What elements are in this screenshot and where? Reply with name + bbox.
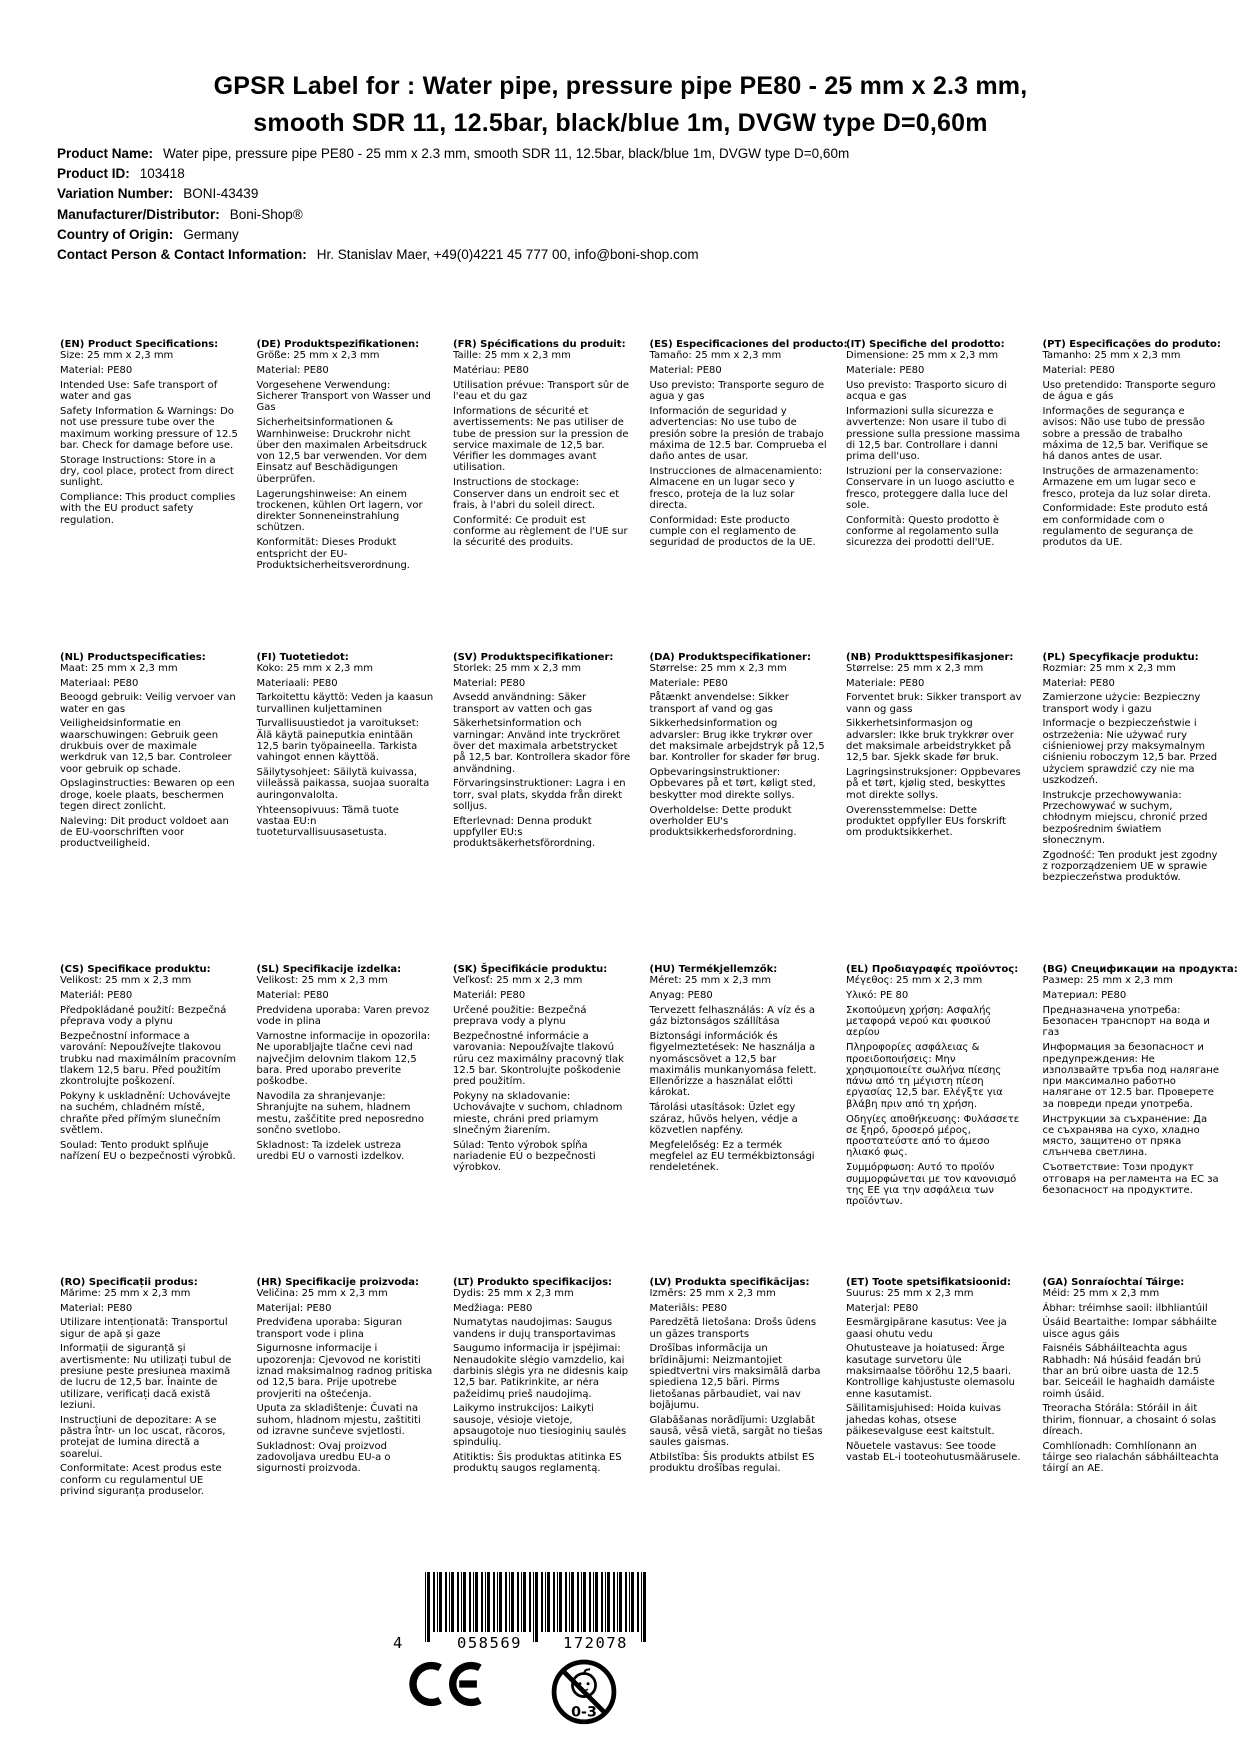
spec-paragraph: Predvidena uporaba: Varen prevoz vode in plina (256, 1004, 430, 1028)
barcode-bar (425, 1572, 426, 1642)
spec-paragraph: Размер: 25 mm x 2,3 mm (1042, 975, 1173, 987)
spec-paragraph: Conformità: Questo prodotto è conforme al regolamento sulla sicurezza dei prodotti dell'UE. (846, 514, 1000, 549)
barcode-bar (509, 1572, 510, 1632)
spec-paragraph: Materijal: PE80 (256, 1302, 332, 1314)
spec-paragraph: Atbilstība: Šis produkts atbilst ES produktu drošības regulai. (649, 1452, 815, 1475)
spec-paragraph: Storage Instructions: Store in a dry, cool place, protect from direct sunlight. (60, 454, 234, 489)
spec-paragraph: Comhlíonadh: Comhlíonann an táirge seo rialachán sábháilteachta táirgí an AE. (1042, 1440, 1219, 1475)
spec-paragraph: Conformité: Ce produit est conforme au règlement de l'UE sur la sécurité des produits. (453, 514, 628, 549)
spec-paragraph: Informații de siguranță și avertismente: Nu utilizați tubul de presiune peste presiunea maximă de lucru de 12,5 bar. Înainte de utilizare, verificați dacă există leziuni. (60, 1343, 232, 1411)
spec-block-title: (LT) Produkto specifikacijos: (453, 1276, 613, 1288)
spec-block-title: (RO) Specificații produs: (60, 1276, 198, 1288)
barcode-bar (541, 1572, 543, 1632)
spec-block-title: (DA) Produktspecifikationer: (649, 651, 811, 663)
spec-paragraph: Medžiaga: PE80 (453, 1302, 533, 1314)
barcode-bar (505, 1572, 507, 1632)
spec-block-es (649, 339, 848, 552)
barcode-bar (581, 1572, 582, 1632)
barcode-bar (451, 1572, 454, 1632)
barcode-bar (577, 1572, 579, 1632)
spec-block-title: (SL) Specifikacije izdelka: (256, 964, 402, 975)
spec-paragraph: Turvallisuustiedot ja varoitukset: Älä käytä paineputkia enintään 12,5 barin työpaineella. Tarkista vahingot ennen käyttöä. (256, 718, 420, 764)
spec-block-lt (453, 1277, 631, 1479)
spec-paragraph: Conformidade: Este produto está em conformidade com o regulamento de segurança de produtos da UE. (1042, 503, 1209, 549)
spec-paragraph: Laikymo instrukcijos: Laikyti sausoje, vėsioje vietoje, apsaugotoje nuo tiesioginių saulės spindulių. (453, 1403, 627, 1449)
barcode-bar (617, 1572, 618, 1632)
spec-paragraph: Skladnost: Ta izdelek ustreza uredbi EU o varnosti izdelkov. (256, 1139, 405, 1162)
barcode-bar (619, 1572, 622, 1632)
barcode-bar (463, 1572, 466, 1632)
spec-paragraph: Materjal: PE80 (846, 1302, 919, 1314)
barcode-bar (433, 1572, 435, 1632)
spec-block-sl (257, 964, 435, 1166)
spec-block-title: (GA) Sonraíochtaí Táirge: (1042, 1276, 1185, 1288)
barcode-bar (517, 1572, 519, 1632)
spec-block-title: (NL) Productspecificaties: (60, 651, 206, 663)
spec-paragraph: Dimensione: 25 mm x 2,3 mm (846, 350, 999, 362)
spec-paragraph: Materiāls: PE80 (649, 1302, 727, 1314)
barcode-bar (457, 1572, 459, 1632)
spec-paragraph: Lagerungshinweise: An einem trockenen, kühlen Ort lagern, vor direkter Sonneneinstrahlung schützen. (256, 488, 423, 534)
spec-paragraph: Materiaal: PE80 (60, 677, 139, 689)
spec-block-de (257, 339, 435, 575)
spec-paragraph: Påtænkt anvendelse: Sikker transport af vand og gas (649, 692, 789, 715)
spec-block-title: (LV) Produkta specifikācijas: (649, 1276, 810, 1288)
spec-paragraph: Материал: PE80 (1042, 990, 1127, 1002)
spec-block-nb (846, 652, 1024, 842)
spec-paragraph: Υλικό: PE 80 (846, 990, 909, 1002)
spec-paragraph: Safety Information & Warnings: Do not use pressure tube over the maximum working pressure of 12.5 bar. Check for damage before use. (60, 405, 238, 451)
spec-paragraph: Maat: 25 mm x 2,3 mm (60, 662, 178, 674)
barcode-bar (469, 1572, 471, 1632)
spec-block-lv (650, 1277, 828, 1479)
spec-block-title: (HU) Termékjellemzők: (649, 964, 778, 975)
spec-paragraph: Zgodność: Ten produkt jest zgodny z rozporządzeniem UE w sprawie bezpieczeństwa produktów. (1042, 849, 1218, 884)
barcode-bar (533, 1572, 534, 1642)
product-info-label: Country of Origin: (57, 226, 174, 242)
barcode-bar (589, 1572, 591, 1632)
barcode-bar (607, 1572, 610, 1632)
barcode-bar (523, 1572, 526, 1632)
spec-paragraph: Οδηγίες αποθήκευσης: Φυλάσσετε σε ξηρό, δροσερό μέρος, προστατεύστε από το άμεσο ηλιακό φως. (846, 1113, 1020, 1159)
barcode-bar (583, 1572, 586, 1632)
spec-paragraph: Paredzētā lietošana: Drošs ūdens un gāzes transports (649, 1317, 817, 1340)
spec-block-fi (257, 652, 435, 842)
ean-barcode (393, 1572, 673, 1662)
spec-paragraph: Tamaño: 25 mm x 2,3 mm (649, 350, 782, 362)
barcode-bar (643, 1572, 646, 1642)
spec-paragraph: Información de seguridad y advertencias: No use tubo de presión sobre la presión de trabajo máxima de 12.5 bar. Comprueba el daño antes de usar. (649, 405, 827, 463)
spec-paragraph: Zamierzone użycie: Bezpieczny transport wody i gazu (1042, 692, 1201, 715)
spec-paragraph: Sukladnost: Ovaj proizvod zadovoljava uredbu EU-a o sigurnosti proizvoda. (256, 1440, 391, 1475)
barcode-bar (565, 1572, 567, 1632)
spec-paragraph: Πληροφορίες ασφάλειας & προειδοποιήσεις: Μην χρησιμοποιείτε σωλήνα πίεσης πάνω από τη μέγιστη πίεση εργασίας 12,5 bar. Ελέγξτε για βλάβη πριν από τη χρήση. (846, 1042, 1003, 1110)
spec-block-sv (453, 652, 631, 854)
barcode-bar (481, 1572, 483, 1632)
spec-paragraph: Conformidad: Este producto cumple con el reglamento de seguridad de productos de la UE. (649, 514, 816, 549)
barcode-digits-right: 172078 (563, 1634, 628, 1652)
spec-paragraph: Méid: 25 mm x 2,3 mm (1042, 1287, 1160, 1299)
barcode-bar (631, 1572, 634, 1632)
baby-eye-right (587, 1682, 590, 1685)
spec-block-cs (60, 964, 238, 1166)
spec-block-ro (60, 1277, 238, 1501)
product-info-row-0 (57, 144, 849, 164)
spec-paragraph: Dydis: 25 mm x 2,3 mm (453, 1287, 574, 1299)
barcode-bar (545, 1572, 546, 1632)
spec-paragraph: Informações de segurança e avisos: Não use tubo de pressão sobre a pressão de trabalho máxima de 12,5 bar. Verifique se há danos antes de usar. (1042, 405, 1209, 463)
spec-paragraph: Instrucțiuni de depozitare: A se păstra într- un loc uscat, răcoros, protejat de lumina directă a soarelui. (60, 1414, 226, 1460)
product-info-value: Germany (183, 226, 239, 242)
spec-paragraph: Bezpečnostní informace a varování: Nepoužívejte tlakovou trubku nad maximálním pracovním tlakem 12,5 baru. Před použitím zkontrolujte poškození. (60, 1030, 236, 1088)
spec-paragraph: Súlad: Tento výrobok spĺňa nariadenie EÚ o bezpečnosti výrobkov. (453, 1139, 596, 1174)
spec-paragraph: Intended Use: Safe transport of water and gas (60, 379, 218, 403)
spec-paragraph: Anyag: PE80 (649, 990, 713, 1002)
spec-paragraph: Uso previsto: Transporte seguro de agua y gas (649, 379, 825, 403)
spec-paragraph: Material: PE80 (256, 990, 329, 1002)
spec-paragraph: Soulad: Tento produkt splňuje nařízení EU o bezpečnosti výrobků. (60, 1139, 236, 1162)
spec-paragraph: Pokyny k uskladnění: Uchovávejte na suchém, chladném místě, chraňte před přímým slunečním světlem. (60, 1090, 231, 1136)
spec-paragraph: Storlek: 25 mm x 2,3 mm (453, 662, 581, 674)
product-info-row-1 (57, 164, 849, 184)
barcode-bar (485, 1572, 486, 1632)
spec-paragraph: Sicherheitsinformationen & Warnhinweise: Druckrohr nicht über den maximalen Arbeitsdruck von 12,5 bar verwenden. Vor dem Einsatz auf Beschädigungen überprüfen. (256, 417, 428, 485)
spec-paragraph: Beoogd gebruik: Veilig vervoer van water en gas (60, 692, 236, 715)
spec-paragraph: Velikost: 25 mm x 2,3 mm (60, 975, 192, 987)
product-info-label: Manufacturer/Distributor: (57, 206, 220, 222)
product-info-value: BONI-43439 (183, 186, 259, 202)
spec-block-title: (BG) Спецификации на продукта: (1042, 964, 1238, 975)
spec-paragraph: Předpokládané použití: Bezpečná přeprava vody a plynu (60, 1004, 227, 1028)
spec-paragraph: Naleving: Dit product voldoet aan de EU-voorschriften voor productveiligheid. (60, 815, 229, 850)
spec-paragraph: Предназначена употреба: Безопасен транспорт на вода и газ (1042, 1004, 1210, 1039)
barcode-bar (637, 1572, 639, 1632)
spec-block-title: (PL) Specyfikacje produktu: (1042, 651, 1199, 663)
barcode-bar (547, 1572, 550, 1632)
spec-paragraph: Utilizare intenționată: Transportul sigur de apă și gaze (60, 1317, 228, 1340)
product-info-row-3 (57, 205, 849, 225)
spec-paragraph: Størrelse: 25 mm x 2,3 mm (846, 662, 984, 674)
spec-paragraph: Instruções de armazenamento: Armazene em um lugar seco e fresco, proteja da luz solar direta. (1042, 465, 1211, 500)
barcode-digit-prefix: 4 (393, 1634, 404, 1652)
spec-block-title: (FR) Spécifications du produit: (453, 339, 626, 350)
spec-block-title: (DE) Produktspezifikationen: (256, 339, 420, 350)
spec-paragraph: Méret: 25 mm x 2,3 mm (649, 975, 772, 987)
spec-block-title: (IT) Specifiche del prodotto: (846, 339, 1005, 350)
spec-paragraph: Инструкции за съхранение: Да се съхранява на сухо, хладно място, защитено от пряка слънчева светлина. (1042, 1113, 1208, 1159)
spec-paragraph: Tárolási utasítások: Üzlet egy száraz, hűvös helyen, védje a közvetlen napfény. (649, 1102, 798, 1136)
spec-paragraph: Glabāšanas norādījumi: Uzglabāt sausā, vēsā vietā, sargāt no tiešas saules gaismas. (649, 1414, 823, 1449)
spec-paragraph: Megfelelőség: Ez a termék megfelel az EU termékbiztonsági rendeletének. (649, 1139, 815, 1174)
barcode-bar (445, 1572, 447, 1632)
spec-paragraph: Opslaginstructies: Bewaren op een droge, koele plaats, beschermen tegen direct zonlicht. (60, 778, 235, 813)
product-info-value: Boni-Shop® (229, 206, 303, 222)
spec-paragraph: Overensstemmelse: Dette produktet oppfyller EUs forskrift om produktsikkerhet. (846, 804, 1007, 839)
barcode-bar (529, 1572, 531, 1632)
spec-paragraph: Συμμόρφωση: Αυτό το προϊόν συμμορφώνεται με τον κανονισμό της ΕΕ για την ασφάλεια των προϊόντων. (846, 1162, 1017, 1208)
spec-paragraph: Matériau: PE80 (453, 365, 529, 377)
product-info-value: 103418 (139, 166, 185, 182)
barcode-bar (557, 1572, 558, 1632)
spec-paragraph: Materiál: PE80 (453, 990, 526, 1002)
barcode-bar (437, 1572, 438, 1632)
spec-paragraph: Compliance: This product complies with the EU product safety regulation. (60, 492, 236, 526)
spec-paragraph: Utilisation prévue: Transport sûr de l'eau et du gaz (453, 379, 630, 403)
barcode-bar (593, 1572, 594, 1632)
spec-block-et (846, 1277, 1024, 1467)
spec-paragraph: Materiál: PE80 (60, 990, 133, 1002)
spec-block-title: (EN) Product Specifications: (60, 339, 219, 350)
spec-paragraph: Veľkosť: 25 mm x 2,3 mm (453, 975, 583, 987)
product-info-label: Product Name: (57, 146, 154, 161)
spec-paragraph: Ábhar: tréimhse saoil: ilbhliantúil (1042, 1302, 1208, 1314)
spec-block-el (846, 964, 1024, 1211)
spec-paragraph: Opbevaringsinstruktioner: Opbevares på et tørt, køligt sted, beskytter mod direkte sollys. (649, 767, 816, 801)
spec-paragraph: Material: PE80 (60, 1302, 133, 1314)
spec-block-title: (ES) Especificaciones del producto: (649, 339, 848, 350)
spec-paragraph: Predviđena uporaba: Siguran transport vode i plina (256, 1317, 403, 1340)
spec-paragraph: Bezpečnostné informácie a varovania: Nepoužívajte tlakovú rúru cez maximálny pracovný tlak 12.5 bar. Skontrolujte poškodenie pred použitím. (453, 1030, 624, 1088)
spec-paragraph: Suurus: 25 mm x 2,3 mm (846, 1287, 974, 1299)
barcode-bar (595, 1572, 598, 1632)
page-title-line-2: smooth SDR 11, 12.5bar, black/blue 1m, DVGW type D=0,60m (253, 109, 988, 137)
spec-block-en (60, 339, 238, 529)
barcode-bar (571, 1572, 574, 1632)
page-title-line-1: GPSR Label for : Water pipe, pressure pipe PE80 - 25 mm x 2.3 mm, (213, 72, 1028, 100)
spec-paragraph: Treoracha Stórála: Stóráil in áit thirim, fionnuar, a chosaint ó solas díreach. (1042, 1403, 1217, 1438)
spec-paragraph: Tamanho: 25 mm x 2,3 mm (1042, 350, 1181, 362)
barcode-bar (487, 1572, 490, 1632)
barcode-bar (475, 1572, 478, 1632)
spec-paragraph: Vorgesehene Verwendung: Sicherer Transport von Wasser und Gas (256, 379, 431, 414)
spec-paragraph: Tervezett felhasználás: A víz és a gáz biztonságos szállítása (649, 1004, 815, 1028)
barcode-bar (499, 1572, 502, 1632)
spec-block-fr (453, 339, 631, 552)
spec-paragraph: Velikost: 25 mm x 2,3 mm (256, 975, 388, 987)
spec-paragraph: Varnostne informacije in opozorila: Ne uporabljajte tlačne cevi nad največjim delovnim tlakom 12,5 bara. Pred uporabo preverite poškodbe. (256, 1030, 431, 1088)
spec-paragraph: Informazioni sulla sicurezza e avvertenze: Non usare il tubo di pressione sulla pressione massima di 12,5 bar. Controllare i danni prima dell'uso. (846, 405, 1021, 463)
spec-block-bg (1042, 964, 1238, 1200)
spec-paragraph: Informacje o bezpieczeństwie i ostrzeżenia: Nie używać rury ciśnieniowej przy maksymalnym ciśnieniu roboczym 12,5 bar. Przed użyciem sprawdzić czy nie ma uszkodzeń. (1042, 718, 1218, 786)
spec-paragraph: Drošības informācija un brīdinājumi: Neizmantojiet spiedtvertni virs maksimālā darba spiediena 12,5 bāri. Pirms lietošanas pārbaudiet, vai nav bojājumu. (649, 1343, 821, 1411)
spec-paragraph: Информация за безопасност и предупреждения: Не използвайте тръба под налягане при максимално работно налягане от 12.5 bar. Проверете за повреди преди употреба. (1042, 1042, 1219, 1110)
spec-block-title: (FI) Tuotetiedot: (256, 651, 349, 663)
spec-block-title: (HR) Specifikacije proizvoda: (256, 1276, 420, 1288)
spec-paragraph: Sigurnosne informacije i upozorenja: Cjevovod ne koristiti iznad maksimalnog radnog pritiska od 12,5 bara. Prije upotrebe provjeriti na oštećenja. (256, 1343, 433, 1400)
spec-paragraph: Størrelse: 25 mm x 2,3 mm (649, 662, 787, 674)
spec-block-it (846, 339, 1024, 552)
spec-paragraph: Overholdelse: Dette produkt overholder EU's produktsikkerhedsforordning. (649, 804, 797, 839)
spec-paragraph: Taille: 25 mm x 2,3 mm (453, 350, 571, 362)
spec-paragraph: Tarkoitettu käyttö: Veden ja kaasun turvallinen kuljettaminen (256, 692, 434, 715)
barcode-bar (473, 1572, 474, 1632)
spec-paragraph: Material: PE80 (256, 365, 329, 377)
product-info (57, 144, 849, 265)
spec-paragraph: Säilitamisjuhised: Hoida kuivas jahedas kohas, otsese päikesevalguse eest kaitstult. (846, 1403, 1002, 1438)
spec-paragraph: Veiligheidsinformatie en waarschuwingen: Gebruik geen drukbuis over de maximale werkdruk van 12,5 bar. Controleer voor gebruik op schade. (60, 718, 232, 775)
barcode-bar (569, 1572, 570, 1632)
spec-paragraph: Съответствие: Този продукт отговаря на регламента на ЕС за безопасност на продуктите. (1042, 1162, 1219, 1196)
ce-mark-icon (407, 1660, 485, 1708)
spec-paragraph: Μέγεθος: 25 mm x 2,3 mm (846, 975, 983, 987)
barcode-bar (613, 1572, 615, 1632)
barcode-bar (559, 1572, 562, 1632)
spec-paragraph: Conformitate: Acest produs este conform cu regulamentul UE privind siguranța produselor. (60, 1463, 222, 1498)
spec-paragraph: Eesmärgipärane kasutus: Vee ja gaasi ohutu vedu (846, 1317, 1007, 1340)
spec-paragraph: Säkerhetsinformation och varningar: Använd inte tryckröret över det maximala arbetstrycket på 12,5 bar. Kontrollera skador före användning. (453, 718, 631, 775)
spec-block-title: (ET) Toote spetsifikatsioonid: (846, 1276, 1012, 1288)
barcode-bar (553, 1572, 555, 1632)
spec-paragraph: Forventet bruk: Sikker transport av vann og gass (846, 692, 1022, 715)
spec-block-pt (1043, 339, 1221, 552)
spec-block-title: (SK) Špecifikácie produktu: (453, 964, 608, 975)
spec-paragraph: Určené použitie: Bezpečná preprava vody a plynu (453, 1004, 587, 1028)
spec-paragraph: Navodila za shranjevanje: Shranjujte na suhem, hladnem mestu, zaščitite pred neposredno sončno svetlobo. (256, 1090, 424, 1136)
spec-block-hu (650, 964, 828, 1177)
spec-paragraph: Istruzioni per la conservazione: Conservare in un luogo asciutto e fresco, proteggere dalla luce del sole. (846, 465, 1015, 511)
spec-paragraph: Materiale: PE80 (846, 365, 925, 377)
spec-paragraph: Biztonsági információk és figyelmeztetések: Ne használja a nyomáscsövet a 12,5 bar maximális munkanyomása felett. Ellenőrizze a használat előtti károkat. (649, 1030, 817, 1099)
barcode-digits-left: 058569 (457, 1634, 522, 1652)
spec-paragraph: Sikkerhedsinformation og advarsler: Brug ikke trykrør over det maksimale arbejdstryk på 12,5 bar. Kontroller for skader før brug. (649, 718, 825, 764)
spec-paragraph: Izmērs: 25 mm x 2,3 mm (649, 1287, 776, 1299)
barcode-bar (493, 1572, 495, 1632)
spec-block-title: (SV) Produktspecifikationer: (453, 651, 614, 663)
page-title (0, 68, 1241, 142)
barcode-bar (629, 1572, 630, 1632)
spec-paragraph: Materiaali: PE80 (256, 677, 338, 689)
spec-paragraph: Efterlevnad: Denna produkt uppfyller EU:s produktsäkerhetsförordning. (453, 815, 596, 850)
spec-paragraph: Yhteensopivuus: Tämä tuote vastaa EU:n tuoteturvallisuusasetusta. (256, 804, 399, 839)
spec-paragraph: Atitiktis: Šis produktas atitinka ES produktų saugos reglamentą. (453, 1452, 622, 1475)
age-warning-label: 0-3 (571, 1704, 597, 1721)
spec-paragraph: Förvaringsinstruktioner: Lagra i en torr, sval plats, skydda från direkt solljus. (453, 778, 626, 813)
spec-paragraph: Lagringsinstruksjoner: Oppbevares på et tørt, kjølig sted, beskyttes mot direkte sollys. (846, 767, 1021, 801)
barcode-bar (497, 1572, 498, 1632)
spec-paragraph: Instrucciones de almacenamiento: Almacene en un lugar seco y fresco, proteja de la luz solar directa. (649, 465, 823, 511)
spec-paragraph: Material: PE80 (60, 365, 133, 377)
spec-paragraph: Instructions de stockage: Conserver dans un endroit sec et frais, à l'abri du soleil direct. (453, 477, 620, 511)
product-info-row-4 (57, 225, 849, 245)
spec-paragraph: Säilytysohjeet: Säilytä kuivassa, viileässä paikassa, suojaa suoralta auringonvalolta. (256, 767, 430, 801)
barcode-bar (461, 1572, 462, 1632)
spec-paragraph: Uso pretendido: Transporte seguro de água e gás (1042, 379, 1216, 403)
barcode-bar (521, 1572, 522, 1632)
ce-letter-c (413, 1666, 440, 1703)
spec-paragraph: Rozmiar: 25 mm x 2,3 mm (1042, 662, 1176, 674)
barcode-bar (511, 1572, 514, 1632)
barcode-bar (535, 1572, 538, 1642)
product-info-label: Variation Number: (57, 186, 174, 202)
spec-paragraph: Mărime: 25 mm x 2,3 mm (60, 1287, 191, 1299)
barcode-bar (601, 1572, 603, 1632)
spec-paragraph: Materiale: PE80 (649, 677, 728, 689)
spec-paragraph: Uso previsto: Trasporto sicuro di acqua e gas (846, 379, 1007, 403)
spec-paragraph: Pokyny na skladovanie: Uchovávajte v suchom, chladnom mieste, chráni pred priamym slnečným žiarením. (453, 1090, 623, 1136)
spec-paragraph: Sikkerhetsinformasjon og advarsler: Ikke bruk trykkrør over det maksimale arbeidstrykket på 12,5 bar. Sjekk skade før bruk. (846, 718, 1014, 764)
spec-paragraph: Saugumo informacija ir įspėjimai: Nenaudokite slėgio vamzdelio, kai darbinis slėgis yra ne didesnis kaip 12,5 bar. Patikrinkite, ar nėra pažeidimų prieš naudojimą. (453, 1343, 629, 1400)
spec-paragraph: Veličina: 25 mm x 2,3 mm (256, 1287, 388, 1299)
product-info-value: Hr. Stanislav Maer, +49(0)4221 45 777 00, info@boni-shop.com (316, 247, 699, 263)
spec-block-hr (257, 1277, 435, 1479)
barcode-bar (625, 1572, 627, 1632)
spec-paragraph: Informations de sécurité et avertissements: Ne pas utiliser de tube de pression sur la pression de service maximale de 12,5 bar. Vérifier les dommages avant utilisation. (453, 405, 629, 474)
spec-paragraph: Size: 25 mm x 2,3 mm (60, 350, 174, 362)
spec-block-title: (PT) Especificações do produto: (1042, 339, 1221, 350)
spec-block-title: (NB) Produkttspesifikasjoner: (846, 651, 1014, 663)
barcode-bar (439, 1572, 442, 1632)
spec-paragraph: Nõuetele vastavus: See toode vastab EL-i tooteohutusmäärusele. (846, 1440, 1021, 1464)
spec-paragraph: Avsedd användning: Säker transport av vatten och gas (453, 692, 592, 715)
product-info-value: Water pipe, pressure pipe PE80 - 25 mm x 2.3 mm, smooth SDR 11, 12.5bar, black/blue 1m, DVGW type D=0,60m (163, 146, 850, 161)
spec-paragraph: Materiał: PE80 (1042, 677, 1115, 689)
spec-block-pl (1043, 652, 1221, 888)
product-info-row-5 (57, 245, 849, 265)
product-info-label: Product ID: (57, 166, 130, 182)
spec-paragraph: Uputa za skladištenje: Čuvati na suhom, hladnom mjestu, zaštititi od izravne sunčeve svjetlosti. (256, 1403, 421, 1438)
spec-paragraph: Materiale: PE80 (846, 677, 925, 689)
spec-block-sk (453, 964, 631, 1177)
age-warning-0-3-icon (550, 1652, 618, 1744)
barcode-bar (605, 1572, 606, 1632)
spec-paragraph: Material: PE80 (1042, 365, 1115, 377)
spec-paragraph: Instrukcje przechowywania: Przechowywać w suchym, chłodnym miejscu, chronić przed bezpośrednim światłem słonecznym. (1042, 789, 1208, 846)
spec-paragraph: Größe: 25 mm x 2,3 mm (256, 350, 380, 362)
spec-paragraph: Úsáid Beartaithe: Iompar sábháilte uisce agus gáis (1042, 1317, 1217, 1340)
spec-block-title: (EL) Προδιαγραφές προϊόντος: (846, 964, 1019, 975)
spec-paragraph: Konformität: Dieses Produkt entspricht der EU-Produktsicherheitsverordnung. (256, 537, 410, 571)
barcode-bar (641, 1572, 642, 1642)
spec-paragraph: Σκοπούμενη χρήση: Ασφαλής μεταφορά νερού και φυσικού αερίου (846, 1004, 992, 1039)
barcode-bar (427, 1572, 430, 1642)
spec-paragraph: Material: PE80 (453, 677, 526, 689)
spec-paragraph: Koko: 25 mm x 2,3 mm (256, 662, 374, 674)
spec-paragraph: Numatytas naudojimas: Saugus vandens ir dujų transportavimas (453, 1317, 616, 1340)
spec-paragraph: Faisnéis Sábháilteachta agus Rabhadh: Ná húsáid feadán brú thar an brú oibre uasta de 12.5 bar. Seiceáil le haghaidh damáiste roimh úsáid. (1042, 1343, 1215, 1400)
product-info-label: Contact Person & Contact Information: (57, 247, 307, 263)
spec-paragraph: Ohutusteave ja hoiatused: Ärge kasutage survetoru üle maksimaalse töörõhu 12,5 baari. Kontrollige kahjustuste olemasolu enne kasutamist. (846, 1343, 1015, 1400)
barcode-bar (449, 1572, 450, 1632)
product-info-row-2 (57, 184, 849, 204)
spec-paragraph: Material: PE80 (649, 365, 722, 377)
spec-block-title: (CS) Specifikace produktu: (60, 964, 211, 975)
spec-block-ga (1043, 1277, 1221, 1479)
spec-block-da (650, 652, 828, 842)
spec-block-nl (60, 652, 238, 854)
